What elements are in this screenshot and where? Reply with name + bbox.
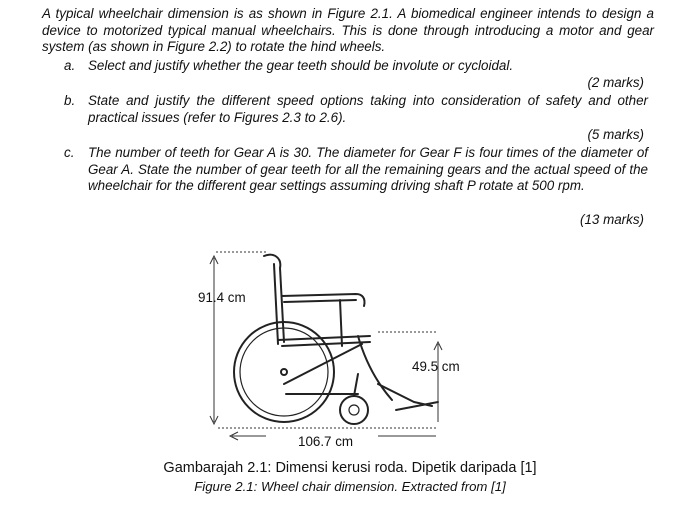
rear-wheel-hub <box>281 369 287 375</box>
question-b-text: State and justify the different speed options taking into consideration of safety and other practical issues (refer to Figures 2.3 to 2.6). <box>88 93 648 125</box>
caster-wheel <box>340 396 368 424</box>
frame-upright <box>340 300 342 346</box>
seat <box>278 336 370 340</box>
question-c-marks: (13 marks) <box>580 212 644 227</box>
figure-caption-english: Figure 2.1: Wheel chair dimension. Extracted from [1] <box>194 479 506 494</box>
frame-cross <box>284 344 362 384</box>
length-label: 106.7 cm <box>298 434 354 449</box>
question-a-text: Select and justify whether the gear teeth should be involute or cycloidal. <box>88 58 514 73</box>
caster-wheel-inner <box>349 405 359 415</box>
question-c-text: The number of teeth for Gear A is 30. The diameter for Gear F is four times of the diameter of Gear A. State the number of gear teeth for all the remaining gears and the actual speed of the wheelchair for the different gear settings assuming driving shaft P rotate at 500 rpm. <box>88 145 648 193</box>
footrest <box>378 384 432 406</box>
caster-fork <box>354 374 358 396</box>
question-b-marks: (5 marks) <box>587 127 644 142</box>
seat-height-label: 49.5 cm <box>412 359 460 374</box>
backrest-inner <box>274 264 278 344</box>
intro-paragraph: A typical wheelchair dimension is as shown in Figure 2.1. A biomedical engineer intends to design a device to motorized typical manual wheelchairs. This is done through introducing a motor and gear system (as shown in Figure 2.2) to rotate the hind wheels. <box>42 6 654 54</box>
wheelchair-drawing <box>182 244 472 456</box>
figure-caption-malay: Gambarajah 2.1: Dimensi kerusi roda. Dipetik daripada [1] <box>163 460 537 476</box>
question-a-letter: a. <box>64 58 76 73</box>
height-label: 91.4 cm <box>198 290 246 305</box>
question-c-letter: c. <box>64 145 75 160</box>
question-b-letter: b. <box>64 93 76 108</box>
question-a-marks: (2 marks) <box>587 75 644 90</box>
question-c <box>0 0 700 220</box>
armrest-lower <box>284 300 356 302</box>
wheelchair-figure <box>182 244 472 456</box>
front-frame <box>358 336 392 400</box>
